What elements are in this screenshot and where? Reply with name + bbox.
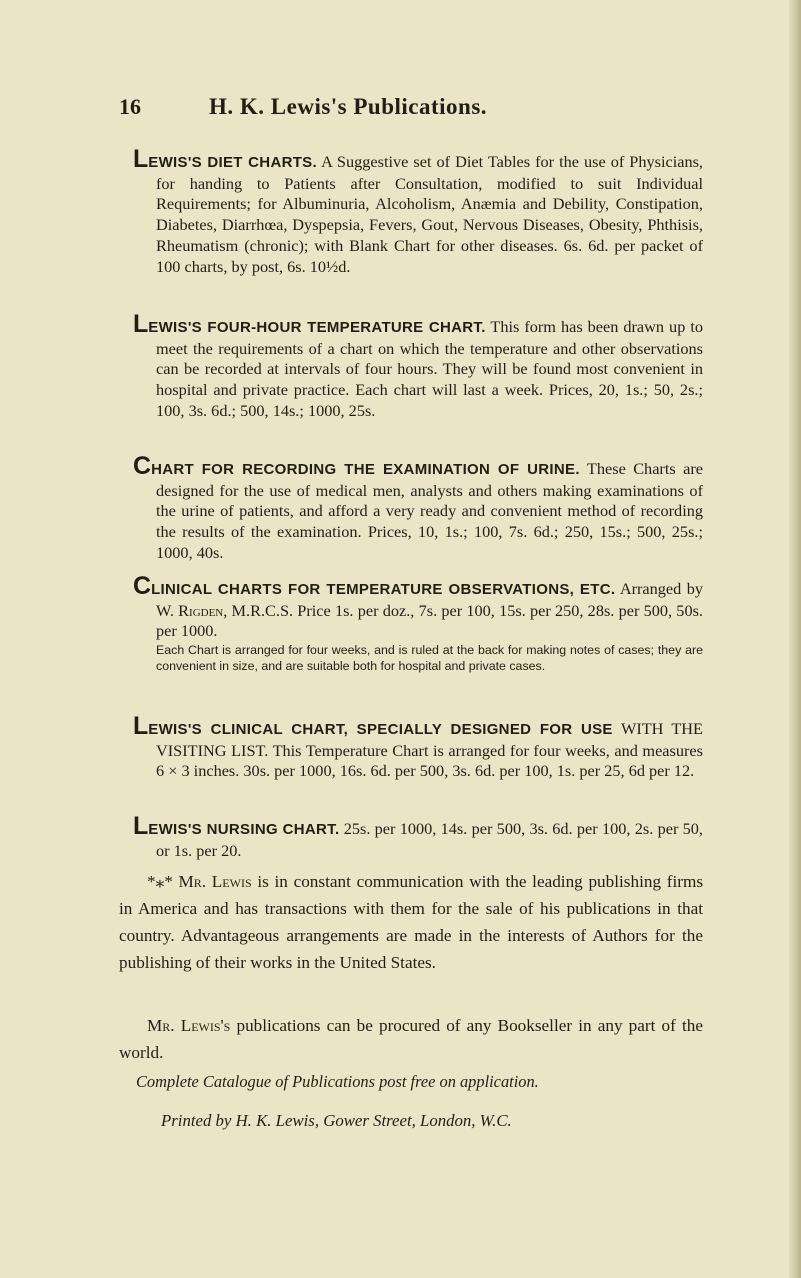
entry-heading: HART FOR RECORDING THE EXAMINATION OF URINE. — [151, 461, 580, 478]
asterism: *⁎* — [147, 872, 173, 891]
entry-heading: EWIS'S NURSING CHART. — [148, 821, 340, 838]
entry-body-rest: , M.R.C.S. Price 1s. per doz., 7s. per 100, 15s. per 250, 28s. per 500, 50s. per 1000. — [156, 600, 703, 641]
entry-four-hour-chart — [133, 310, 703, 422]
entry-heading: EWIS'S DIET CHARTS. — [148, 154, 317, 171]
entry-initial: L — [133, 310, 149, 338]
page-header — [119, 94, 679, 124]
entry-note: Each Chart is arranged for four weeks, and is ruled at the back for making notes of cases; they are convenient in size, and are suitable both for hospital and private cases. — [156, 643, 703, 673]
notice-text: publications can be procured of any Bookseller in any part of the world. — [119, 1016, 703, 1062]
entry-body: These Charts are designed for the use of medical men, analysts and others making examinations of the urine of patients, and afford a very ready and convenient method of recording the results of the examination. Prices, 10, 1s.; 100, 7s. 6d.; 250, 15s.; 500, 25s.; 1000, 40s. — [156, 459, 703, 562]
running-title: H. K. Lewis's Publications. — [209, 94, 488, 119]
entry-body: 25s. per 1000, 14s. per 500, 3s. 6d. per 100, 2s. per 50, or 1s. per 20. — [156, 819, 703, 860]
entry-initial: L — [133, 812, 149, 840]
entry-urine-chart — [133, 452, 703, 564]
entry-author: Rigden — [178, 600, 224, 620]
printer-imprint: Printed by H. K. Lewis, Gower Street, London, W.C. — [161, 1111, 512, 1130]
entry-body: This Temperature Chart is arranged for four weeks, and measures 6 × 3 inches. 30s. per 1000, 16s. 6d. per 500, 3s. 6d. per 100, 1s. per 25, 6d per 12. — [156, 740, 703, 781]
notice-paragraph-2 — [119, 1012, 703, 1066]
entry-heading: LINICAL CHARTS FOR TEMPERATURE OBSERVATIONS, ETC. — [151, 581, 616, 598]
entry-initial: C — [133, 452, 152, 480]
entry-nursing-chart — [133, 812, 703, 861]
entry-body: This form has been drawn up to meet the requirements of a chart on which the temperature and other observations can be recorded at intervals of four hours. They will be found most convenient in hospital and private practice. Each chart will last a week. Prices, 20, 1s.; 50, 2s.; 100, 3s. 6d.; 500, 14s.; 1000, 25s. — [156, 317, 703, 420]
entry-clinical-charts — [133, 572, 704, 674]
notice-text: is in constant communication with the leading publishing firms in America and has transactions with them for the sale of his publications in that country. Advantageous arrangements are made in the interests of Authors for the publishing of their works in the United States. — [119, 872, 704, 972]
entry-initial: L — [133, 712, 149, 740]
notice-name: Mr. Lewis's — [147, 1016, 231, 1035]
notice-paragraph-1 — [119, 868, 703, 976]
page-edge — [789, 0, 801, 1278]
catalogue-line: Complete Catalogue of Publications post free on application. — [136, 1072, 539, 1091]
entry-heading: EWIS'S FOUR-HOUR TEMPERATURE CHART. — [148, 319, 486, 336]
notice-name: Mr. Lewis — [178, 872, 252, 891]
entry-initial: C — [133, 572, 152, 600]
entry-heading-cont: WITH THE VISITING LIST. — [156, 719, 703, 760]
entry-diet-charts — [133, 145, 703, 277]
entry-heading: EWIS'S CLINICAL CHART, SPECIALLY DESIGNED FOR USE — [148, 721, 613, 738]
entry-body-prefix: Arranged by W. — [156, 579, 704, 620]
entry-body: A Suggestive set of Diet Tables for the use of Physicians, for handing to Patients after Consultation, modified to suit Individual Requirements; for Albuminuria, Alcoholism, Anæmia and Debility, Constipation, Diabetes, Diarrhœa, Dyspepsia, Fevers, Gout, Nervous Diseases, Obesity, Phthisis, Rheumatism (chronic); with Blank Chart for other diseases. 6s. 6d. per packet of 100 charts, by post, 6s. 10½d. — [156, 152, 703, 276]
entry-clinical-chart-visiting-list — [133, 712, 703, 782]
entry-initial: L — [133, 145, 149, 173]
page-number: 16 — [119, 94, 141, 119]
